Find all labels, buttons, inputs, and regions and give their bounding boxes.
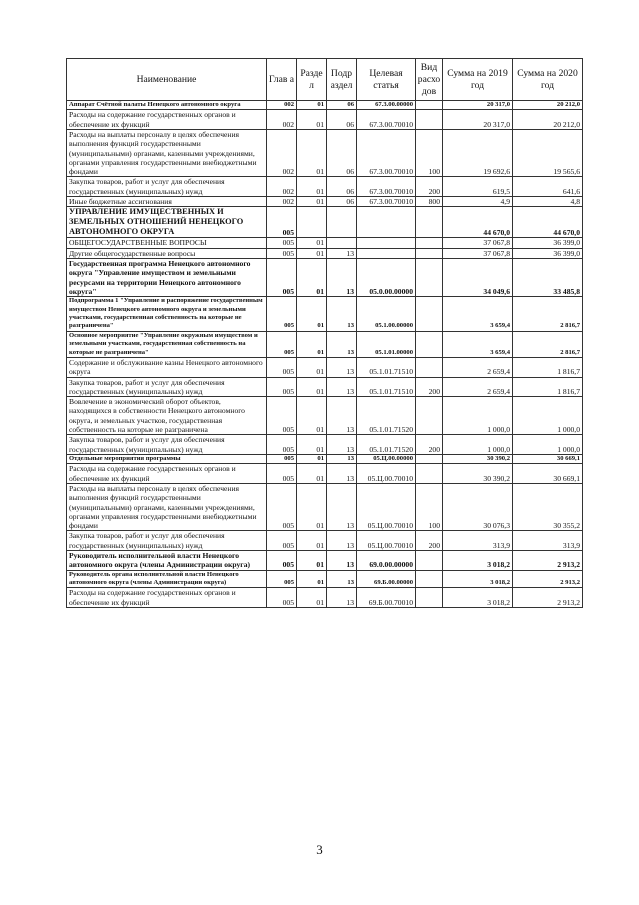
cell-target: 05.Ц.00.70010 — [357, 464, 416, 484]
cell-vid — [416, 258, 443, 296]
cell-target: 69.Б.00.70010 — [357, 588, 416, 608]
cell-name: Государственная программа Ненецкого автономного округа "Управление имуществом и земельными ресурсами на территории Ненецкого автономного округа" — [67, 258, 267, 296]
table-row — [67, 110, 583, 130]
table-row — [67, 297, 583, 332]
cell-vid — [416, 570, 443, 588]
cell-podrazdel: 13 — [327, 464, 357, 484]
cell-sum-2019: 4,9 — [443, 197, 513, 207]
cell-glava: 005 — [267, 464, 297, 484]
cell-vid — [416, 397, 443, 435]
cell-name: Подпрограмма 1 "Управление и распоряжение государственным имуществом Ненецкого автономного округа и земельными участками, государственная собственность на которые не разграничена" — [67, 297, 267, 332]
cell-sum-2019: 44 670,0 — [443, 207, 513, 238]
cell-sum-2019: 313,9 — [443, 531, 513, 551]
cell-glava: 002 — [267, 197, 297, 207]
cell-vid — [416, 297, 443, 332]
cell-sum-2019: 1 000,0 — [443, 435, 513, 455]
table-row — [67, 464, 583, 484]
cell-name: Закупка товаров, работ и услуг для обеспечения государственных (муниципальных) нужд — [67, 177, 267, 197]
table-row — [67, 177, 583, 197]
table-row — [67, 197, 583, 207]
cell-podrazdel: 13 — [327, 483, 357, 530]
cell-target: 69.Б.00.00000 — [357, 570, 416, 588]
cell-glava: 005 — [267, 483, 297, 530]
cell-glava: 005 — [267, 551, 297, 571]
cell-target: 67.3.00.00000 — [357, 101, 416, 110]
cell-target: 05.1.01.71510 — [357, 377, 416, 397]
cell-target: 69.0.00.00000 — [357, 551, 416, 571]
cell-glava: 005 — [267, 207, 297, 238]
cell-target: 05.Ц.00.70010 — [357, 483, 416, 530]
cell-sum-2020: 30 355,2 — [513, 483, 583, 530]
cell-razdel: 01 — [297, 110, 327, 130]
cell-glava: 005 — [267, 377, 297, 397]
cell-sum-2020: 1 816,7 — [513, 358, 583, 378]
cell-razdel: 01 — [297, 483, 327, 530]
cell-glava: 002 — [267, 101, 297, 110]
cell-podrazdel: 13 — [327, 358, 357, 378]
cell-glava: 005 — [267, 588, 297, 608]
header-razdel: Разде л — [297, 59, 327, 101]
cell-razdel: 01 — [297, 397, 327, 435]
cell-razdel: 01 — [297, 258, 327, 296]
cell-sum-2020: 33 485,8 — [513, 258, 583, 296]
cell-target: 05.Ц.00.00000 — [357, 454, 416, 463]
cell-target: 05.1.01.71510 — [357, 358, 416, 378]
cell-glava: 005 — [267, 297, 297, 332]
cell-sum-2020: 36 399,0 — [513, 238, 583, 248]
cell-sum-2020: 2 816,7 — [513, 297, 583, 332]
cell-sum-2020: 20 212,0 — [513, 101, 583, 110]
table-row — [67, 570, 583, 588]
table-row — [67, 101, 583, 110]
cell-sum-2019: 19 692,6 — [443, 130, 513, 177]
cell-name: Расходы на выплаты персоналу в целях обеспечения выполнения функций государственными (муниципальными) органами, казенными учреждениями, органами управления государственными внебюджетными фондами — [67, 130, 267, 177]
header-target: Целевая статья — [357, 59, 416, 101]
cell-razdel: 01 — [297, 101, 327, 110]
cell-sum-2020: 2 913,2 — [513, 570, 583, 588]
header-glava: Глав а — [267, 59, 297, 101]
cell-podrazdel: 13 — [327, 570, 357, 588]
table-row — [67, 397, 583, 435]
cell-podrazdel: 13 — [327, 435, 357, 455]
cell-razdel: 01 — [297, 238, 327, 248]
table-row — [67, 531, 583, 551]
cell-sum-2019: 2 659,4 — [443, 358, 513, 378]
cell-razdel: 01 — [297, 130, 327, 177]
table-body — [67, 101, 583, 608]
cell-glava: 005 — [267, 258, 297, 296]
cell-sum-2019: 3 018,2 — [443, 551, 513, 571]
cell-razdel: 01 — [297, 454, 327, 463]
cell-podrazdel: 06 — [327, 197, 357, 207]
table-row — [67, 331, 583, 357]
cell-sum-2020: 2 913,2 — [513, 588, 583, 608]
cell-podrazdel: 13 — [327, 588, 357, 608]
cell-target: 05.1.01.71520 — [357, 397, 416, 435]
cell-name: Аппарат Счётной палаты Ненецкого автономного округа — [67, 101, 267, 110]
cell-name: Отдельные мероприятия программы — [67, 454, 267, 463]
cell-podrazdel: 13 — [327, 377, 357, 397]
cell-razdel: 01 — [297, 331, 327, 357]
cell-vid — [416, 551, 443, 571]
cell-vid — [416, 588, 443, 608]
cell-razdel: 01 — [297, 297, 327, 332]
cell-name: Расходы на содержание государственных органов и обеспечение их функций — [67, 110, 267, 130]
cell-vid — [416, 464, 443, 484]
cell-name: Закупка товаров, работ и услуг для обеспечения государственных (муниципальных) нужд — [67, 531, 267, 551]
cell-name: Руководитель органа исполнительной власти Ненецкого автономного округа (члены Администрации округа) — [67, 570, 267, 588]
cell-vid: 100 — [416, 483, 443, 530]
header-name: Наименование — [67, 59, 267, 101]
cell-razdel: 01 — [297, 358, 327, 378]
cell-vid — [416, 358, 443, 378]
cell-podrazdel: 06 — [327, 110, 357, 130]
table-row — [67, 454, 583, 463]
cell-target: 05.1.01.00000 — [357, 331, 416, 357]
header-sum-2019: Сумма на 2019 год — [443, 59, 513, 101]
cell-vid — [416, 454, 443, 463]
cell-sum-2019: 1 000,0 — [443, 397, 513, 435]
cell-sum-2019: 619,5 — [443, 177, 513, 197]
table-row — [67, 483, 583, 530]
cell-name: Основное мероприятие "Управление окружным имуществом и земельными участками, государственная собственность на которые не разграничена" — [67, 331, 267, 357]
cell-razdel: 01 — [297, 435, 327, 455]
cell-glava: 002 — [267, 130, 297, 177]
cell-sum-2020: 20 212,0 — [513, 110, 583, 130]
cell-sum-2019: 37 067,8 — [443, 238, 513, 248]
cell-razdel: 01 — [297, 377, 327, 397]
cell-target: 67.3.00.70010 — [357, 197, 416, 207]
cell-sum-2019: 30 076,3 — [443, 483, 513, 530]
budget-table — [66, 58, 583, 608]
cell-glava: 005 — [267, 331, 297, 357]
cell-podrazdel — [327, 207, 357, 238]
cell-target: 05.1.01.71520 — [357, 435, 416, 455]
cell-razdel: 01 — [297, 197, 327, 207]
cell-sum-2020: 4,8 — [513, 197, 583, 207]
cell-razdel — [297, 207, 327, 238]
table-row — [67, 588, 583, 608]
cell-sum-2019: 20 317,0 — [443, 110, 513, 130]
cell-glava: 005 — [267, 238, 297, 248]
page-number: 3 — [316, 842, 323, 857]
cell-podrazdel: 13 — [327, 551, 357, 571]
cell-podrazdel: 13 — [327, 258, 357, 296]
cell-sum-2020: 2 913,2 — [513, 551, 583, 571]
cell-glava: 005 — [267, 435, 297, 455]
cell-razdel: 01 — [297, 177, 327, 197]
cell-sum-2020: 19 565,6 — [513, 130, 583, 177]
cell-razdel: 01 — [297, 464, 327, 484]
cell-name: Другие общегосударственные вопросы — [67, 248, 267, 258]
cell-sum-2020: 30 669,1 — [513, 464, 583, 484]
cell-podrazdel: 13 — [327, 248, 357, 258]
cell-vid — [416, 238, 443, 248]
cell-sum-2019: 30 390,2 — [443, 464, 513, 484]
cell-glava: 005 — [267, 454, 297, 463]
cell-sum-2019: 3 659,4 — [443, 297, 513, 332]
table-row — [67, 238, 583, 248]
table-row — [67, 258, 583, 296]
cell-name: Закупка товаров, работ и услуг для обеспечения государственных (муниципальных) нужд — [67, 435, 267, 455]
cell-target: 67.3.00.70010 — [357, 177, 416, 197]
cell-sum-2020: 1 000,0 — [513, 397, 583, 435]
cell-sum-2019: 3 659,4 — [443, 331, 513, 357]
cell-name: Расходы на выплаты персоналу в целях обеспечения выполнения функций государственными (муниципальными) органами, казенными учреждениями, органами управления государственными внебюджетными фондами — [67, 483, 267, 530]
cell-target — [357, 248, 416, 258]
cell-glava: 002 — [267, 110, 297, 130]
cell-podrazdel: 13 — [327, 397, 357, 435]
cell-sum-2020: 1 000,0 — [513, 435, 583, 455]
cell-sum-2020: 36 399,0 — [513, 248, 583, 258]
cell-glava: 005 — [267, 570, 297, 588]
cell-vid: 200 — [416, 531, 443, 551]
cell-razdel: 01 — [297, 531, 327, 551]
cell-vid — [416, 207, 443, 238]
cell-razdel: 01 — [297, 570, 327, 588]
table-header-row — [67, 59, 583, 101]
table-row — [67, 358, 583, 378]
header-vid: Вид расхо дов — [416, 59, 443, 101]
table-row — [67, 248, 583, 258]
cell-glava: 002 — [267, 177, 297, 197]
cell-sum-2019: 3 018,2 — [443, 570, 513, 588]
cell-name: Иные бюджетные ассигнования — [67, 197, 267, 207]
cell-name: Закупка товаров, работ и услуг для обеспечения государственных (муниципальных) нужд — [67, 377, 267, 397]
cell-name: УПРАВЛЕНИЕ ИМУЩЕСТВЕННЫХ И ЗЕМЕЛЬНЫХ ОТНОШЕНИЙ НЕНЕЦКОГО АВТОНОМНОГО ОКРУГА — [67, 207, 267, 238]
cell-target: 05.Ц.00.70010 — [357, 531, 416, 551]
cell-podrazdel: 06 — [327, 130, 357, 177]
cell-razdel: 01 — [297, 248, 327, 258]
cell-vid — [416, 101, 443, 110]
cell-sum-2019: 37 067,8 — [443, 248, 513, 258]
cell-podrazdel: 13 — [327, 531, 357, 551]
cell-podrazdel: 13 — [327, 454, 357, 463]
cell-glava: 005 — [267, 397, 297, 435]
cell-sum-2020: 44 670,0 — [513, 207, 583, 238]
cell-glava: 005 — [267, 248, 297, 258]
cell-name: Расходы на содержание государственных органов и обеспечение их функций — [67, 588, 267, 608]
cell-glava: 005 — [267, 531, 297, 551]
cell-vid — [416, 248, 443, 258]
cell-sum-2019: 2 659,4 — [443, 377, 513, 397]
cell-razdel: 01 — [297, 588, 327, 608]
cell-name: Вовлечение в экономический оборот объектов, находящихся в собственности Ненецкого автономного округа, и земельных участков, государственная собственность на которые не разграничена — [67, 397, 267, 435]
table-row — [67, 130, 583, 177]
cell-glava: 005 — [267, 358, 297, 378]
cell-podrazdel: 13 — [327, 331, 357, 357]
table-row — [67, 207, 583, 238]
cell-vid — [416, 331, 443, 357]
cell-name: Расходы на содержание государственных органов и обеспечение их функций — [67, 464, 267, 484]
cell-target: 05.1.00.00000 — [357, 297, 416, 332]
cell-sum-2020: 2 816,7 — [513, 331, 583, 357]
cell-target — [357, 207, 416, 238]
cell-sum-2020: 313,9 — [513, 531, 583, 551]
cell-vid: 100 — [416, 130, 443, 177]
cell-sum-2019: 20 317,0 — [443, 101, 513, 110]
cell-target: 05.0.00.00000 — [357, 258, 416, 296]
cell-vid: 800 — [416, 197, 443, 207]
cell-razdel: 01 — [297, 551, 327, 571]
cell-name: ОБЩЕГОСУДАРСТВЕННЫЕ ВОПРОСЫ — [67, 238, 267, 248]
cell-sum-2020: 1 816,7 — [513, 377, 583, 397]
cell-sum-2019: 3 018,2 — [443, 588, 513, 608]
cell-vid: 200 — [416, 177, 443, 197]
header-sum-2020: Сумма на 2020 год — [513, 59, 583, 101]
cell-target — [357, 238, 416, 248]
cell-vid: 200 — [416, 377, 443, 397]
table-row — [67, 435, 583, 455]
cell-podrazdel: 06 — [327, 177, 357, 197]
cell-target: 67.3.00.70010 — [357, 130, 416, 177]
cell-name: Содержание и обслуживание казны Ненецкого автономного округа — [67, 358, 267, 378]
cell-sum-2019: 30 390,2 — [443, 454, 513, 463]
cell-name: Руководитель исполнительной власти Ненецкого автономного округа (члены Администрации округа) — [67, 551, 267, 571]
header-podrazdel: Подр аздел — [327, 59, 357, 101]
cell-sum-2020: 641,6 — [513, 177, 583, 197]
cell-podrazdel: 06 — [327, 101, 357, 110]
cell-sum-2020: 30 669,1 — [513, 454, 583, 463]
cell-vid — [416, 110, 443, 130]
cell-podrazdel — [327, 238, 357, 248]
table-row — [67, 377, 583, 397]
cell-sum-2019: 34 049,6 — [443, 258, 513, 296]
cell-vid: 200 — [416, 435, 443, 455]
table-row — [67, 551, 583, 571]
cell-podrazdel: 13 — [327, 297, 357, 332]
cell-target: 67.3.00.70010 — [357, 110, 416, 130]
